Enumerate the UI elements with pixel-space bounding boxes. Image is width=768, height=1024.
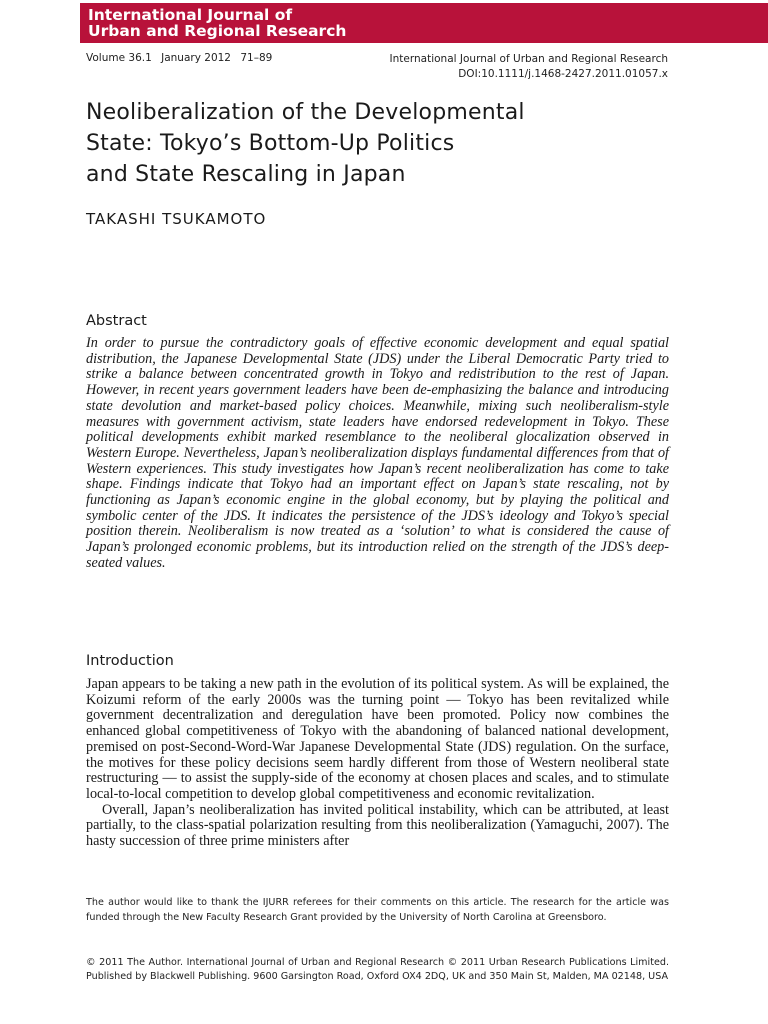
journal-title-line1: International Journal of bbox=[88, 6, 293, 24]
acknowledgement-footnote: The author would like to thank the IJURR referees for their comments on this article. The research for the article was funded through the New Faculty Research Grant provided by the University of North Carolina at Greensboro. bbox=[86, 897, 669, 923]
journal-banner bbox=[80, 3, 768, 43]
article-title-line3: and State Rescaling in Japan bbox=[86, 162, 406, 187]
abstract-text: In order to pursue the contradictory goals of effective economic development and equal spatial distribution, the Japanese Developmental State (JDS) under the Liberal Democratic Party tried to strike a balance between concentrated growth in Tokyo and redistribution to the rest of Japan. However, in recent years government leaders have been de-emphasizing the balance and introducing state devolution and market-based policy choices. Meanwhile, mixing such neoliberalism-style measures with government activism, state leaders have endorsed redevelopment in Tokyo. These political developments exhibit marked resemblance to the neoliberal glocalization observed in Western Europe. Nevertheless, Japan’s neoliberalization displays fundamental differences from that of Western experiences. This study investigates how Japan’s recent neoliberalization has come to take shape. Findings indicate that Tokyo had an important effect on Japan’s state rescaling, not by functioning as Japan’s economic engine in the global economy, but by playing the political and symbolic center of the JDS. It indicates the persistence of the JDS’s ideology and Tokyo’s special position therein. Neoliberalism is now treated as a ‘solution’ to what is considered the cause of Japan’s prolonged economic problems, but its introduction relied on the strength of the JDS’s deep-seated values. bbox=[86, 335, 669, 571]
article-title bbox=[86, 97, 686, 190]
introduction-paragraph-1: Japan appears to be taking a new path in the evolution of its political system. As will be explained, the Koizumi reform of the early 2000s was the turning point — Tokyo has been revitalized while government decentralization and deregulation have been promoted. Policy now combines the enhanced global competitiveness of Tokyo with the abandoning of balanced national development, premised on post-Second-Word-War Japanese Developmental State (JDS) regulation. On the surface, the motives for these policy decisions seem hardly different from those of Western neoliberal state restructuring — to assist the supply-side of the economy at chosen places and scales, and to stimulate local-to-local competition to develop global competitiveness and economic revitalization. bbox=[86, 676, 669, 802]
issue-date: January 2012 bbox=[161, 52, 231, 64]
introduction-body bbox=[86, 677, 669, 850]
article-title-line2: State: Tokyo’s Bottom-Up Politics bbox=[86, 131, 455, 156]
author-name: TAKASHI TSUKAMOTO bbox=[86, 210, 267, 228]
journal-name: International Journal of Urban and Regional Research bbox=[389, 53, 668, 65]
article-title-line1: Neoliberalization of the Developmental bbox=[86, 100, 525, 125]
journal-title bbox=[88, 7, 346, 39]
introduction-paragraph-2: Overall, Japan’s neoliberalization has invited political instability, which can be attributed, at least partially, to the class-spatial polarization resulting from this neoliberalization (Yamaguchi, 2007). The hasty succession of three prime ministers after bbox=[86, 801, 669, 850]
journal-title-line2: Urban and Regional Research bbox=[88, 22, 347, 40]
issue-info bbox=[86, 52, 278, 64]
introduction-heading: Introduction bbox=[86, 653, 174, 669]
page-range: 71–89 bbox=[240, 52, 273, 64]
journal-reference bbox=[390, 52, 668, 82]
volume: Volume 36.1 bbox=[86, 52, 152, 64]
abstract-heading: Abstract bbox=[86, 313, 147, 329]
doi[interactable]: DOI:10.1111/j.1468-2427.2011.01057.x bbox=[458, 68, 668, 80]
copyright-notice: © 2011 The Author. International Journal of Urban and Regional Research © 2011 Urban Research Publications Limited. Published by Blackwell Publishing. 9600 Garsington Road, Oxford OX4 2DQ, UK and 350 Main St, Malden, MA 02148, USA bbox=[86, 957, 669, 982]
